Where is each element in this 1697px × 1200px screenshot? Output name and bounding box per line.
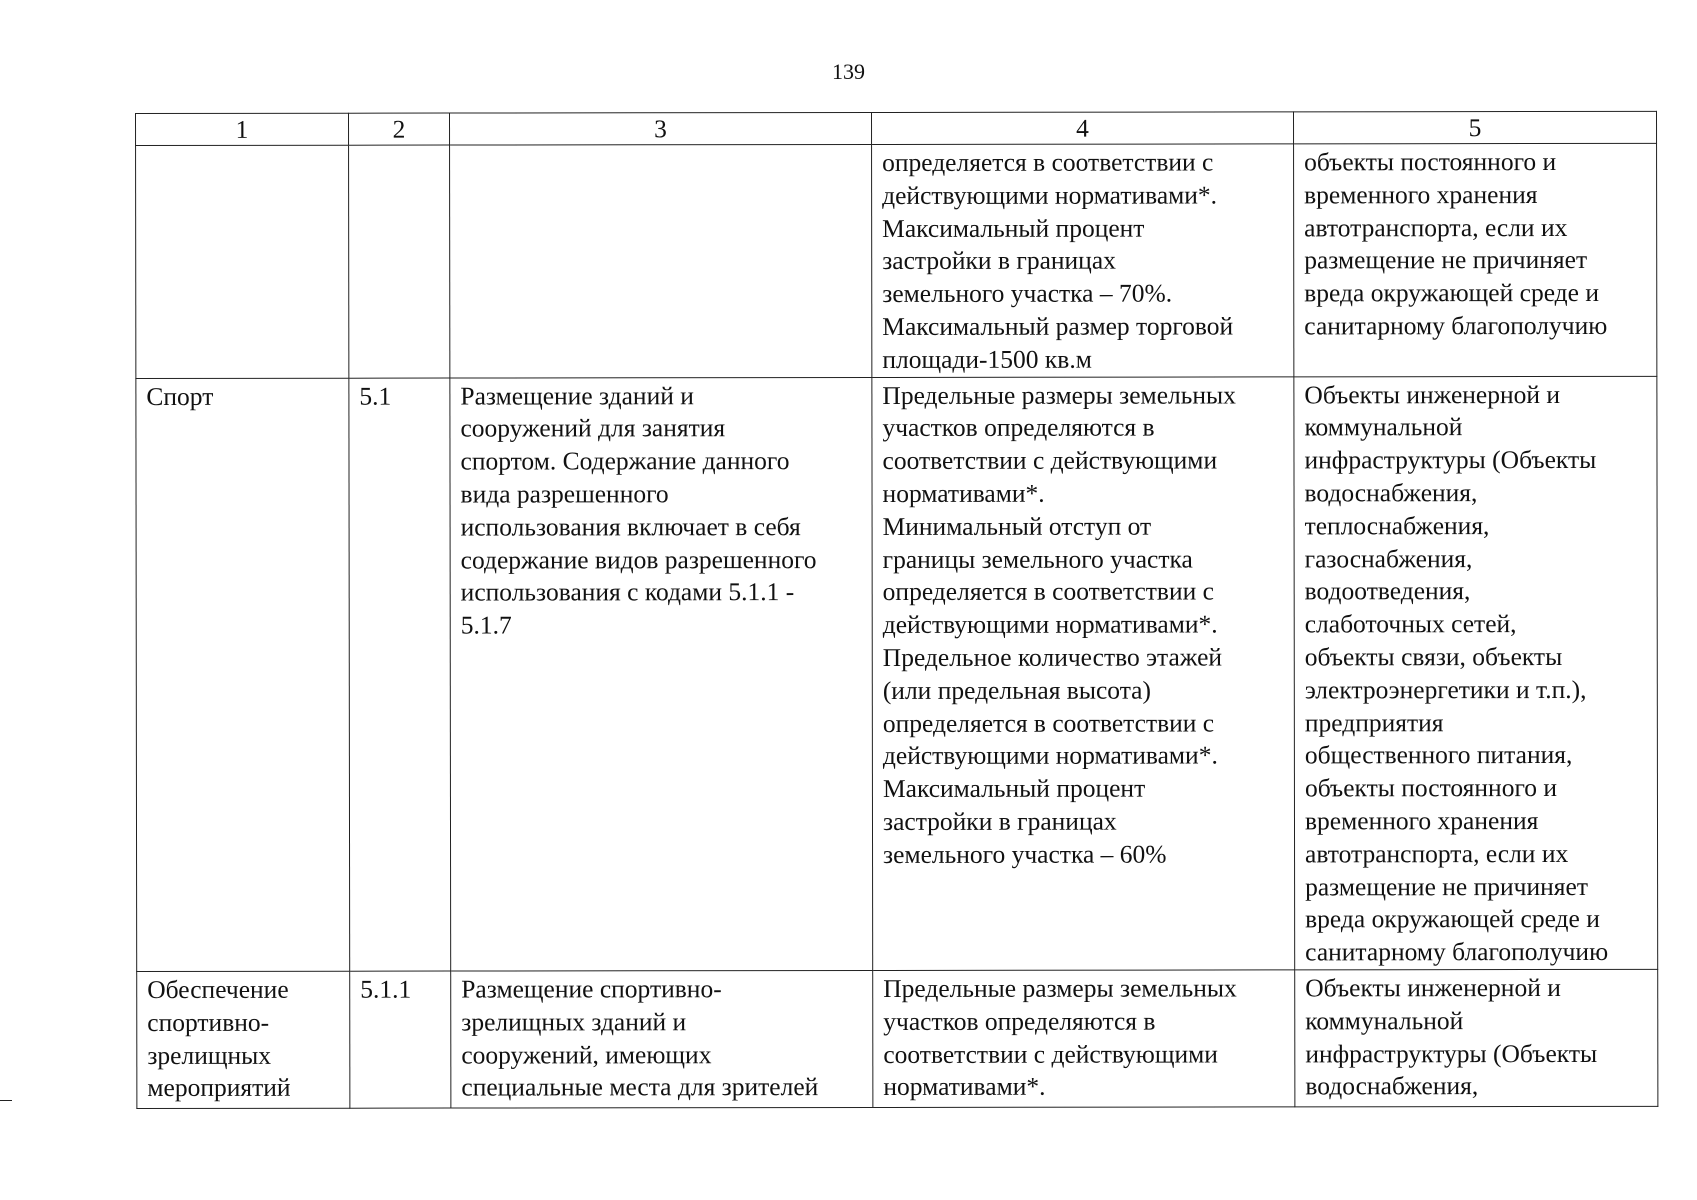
text-line: соответствии с действующими [882, 445, 1218, 476]
column-number: 1 [136, 113, 349, 145]
text-line: временного хранения [1304, 179, 1538, 210]
text-line: общественного питания, [1304, 740, 1573, 770]
text-line: инфраструктуры (Объекты [1305, 1038, 1598, 1068]
text-line: инфраструктуры (Объекты [1304, 445, 1597, 475]
column-number-row [136, 111, 1657, 145]
text-line: площади-1500 кв.м [882, 344, 1092, 374]
text-line: водоснабжения, [1305, 1071, 1479, 1101]
text-line: спортом. Содержание данного [460, 446, 790, 476]
table-row-continuation [136, 143, 1657, 378]
text-line: спортивно- [147, 1007, 270, 1037]
text-line: сооружений для занятия [460, 413, 726, 443]
text-line: Предельные размеры земельных [882, 380, 1236, 410]
text-line: застройки в границах [882, 246, 1116, 276]
text-line: действующими нормативами*. [882, 740, 1218, 771]
use-description-cell [450, 377, 873, 971]
parameters-cell [872, 376, 1295, 970]
text-line: земельного участка – 60% [883, 839, 1167, 869]
margin-tick [0, 1100, 12, 1101]
text-line: застройки в границах [882, 806, 1117, 836]
text-line: 5.1.7 [460, 610, 512, 640]
text-line: Объекты инженерной и [1304, 379, 1561, 409]
table-row-sport [136, 376, 1658, 971]
text-line: действующими нормативами*. [882, 609, 1218, 640]
text-line: коммунальной [1305, 1005, 1464, 1036]
text-line: зрелищных зданий и [461, 1006, 687, 1037]
column-number: 3 [450, 112, 872, 145]
column-number: 5 [1293, 111, 1656, 144]
text-line: вреда окружающей среде и [1305, 904, 1600, 934]
auxiliary-uses-cell [1295, 969, 1658, 1107]
text-line: использования включает в себя [460, 511, 801, 542]
text-line: определяется в соответствии с [882, 708, 1215, 738]
text-line: предприятия [1304, 707, 1444, 737]
page-number: 139 [832, 59, 865, 84]
use-name-cell: Спорт [136, 378, 350, 972]
text-line: участков определяются в [883, 1006, 1156, 1036]
text-line: Максимальный размер торговой [882, 311, 1234, 341]
text-line: Размещение зданий и [460, 380, 694, 411]
text-line: размещение не причиняет [1305, 871, 1588, 901]
text-line: Предельные размеры земельных [883, 973, 1237, 1003]
text-line: действующими нормативами*. [882, 180, 1218, 210]
text-line: объекты связи, объекты [1304, 641, 1563, 672]
text-line: определяется в соответствии с [882, 576, 1214, 607]
text-line: сооружений, имеющих [461, 1039, 712, 1070]
text-line: автотранспорта, если их [1305, 838, 1569, 869]
text-line: зрелищных [147, 1040, 272, 1070]
text-line: границы земельного участка [882, 544, 1193, 574]
text-line: объекты постоянного и [1304, 147, 1557, 177]
parameters-cell [872, 144, 1294, 377]
text-line: использования с кодами 5.1.1 - [460, 577, 795, 607]
text-line: электроэнергетики и т.п.), [1304, 674, 1587, 705]
text-line: соответствии с действующими [883, 1039, 1218, 1069]
text-line: Максимальный процент [882, 773, 1146, 804]
text-line: (или предельная высота) [882, 675, 1151, 705]
text-line: теплоснабжения, [1304, 510, 1490, 541]
text-line: содержание видов разрешенного [460, 544, 817, 575]
text-line: санитарному благополучию [1305, 937, 1609, 967]
use-description-cell [451, 970, 873, 1108]
text-line: Размещение спортивно- [461, 974, 722, 1004]
use-name-cell [137, 971, 350, 1108]
text-line: временного хранения [1304, 805, 1539, 836]
text-line: мероприятий [147, 1073, 291, 1103]
table-row-spectator-events [137, 969, 1658, 1108]
text-line: коммунальной [1304, 412, 1463, 442]
text-line: вреда окружающей среде и [1304, 278, 1600, 308]
column-number: 4 [872, 112, 1294, 145]
text-line: Минимальный отступ от [882, 511, 1152, 541]
text-line: Обеспечение [147, 974, 289, 1004]
land-use-table [135, 111, 1658, 1109]
text-line: Максимальный процент [882, 213, 1145, 243]
text-line: водоснабжения, [1304, 478, 1478, 508]
use-code-cell: 5.1.1 [350, 971, 451, 1108]
text-line: Объекты инженерной и [1305, 972, 1561, 1003]
use-description-cell [450, 144, 872, 377]
column-number: 2 [349, 113, 450, 145]
use-code-cell: 5.1 [349, 378, 451, 971]
text-line: Предельное количество этажей [882, 642, 1223, 672]
text-line: нормативами*. [883, 1072, 1046, 1102]
text-line: водоотведения, [1304, 576, 1471, 606]
text-line: объекты постоянного и [1304, 773, 1558, 803]
text-line: газоснабжения, [1304, 543, 1473, 573]
auxiliary-uses-cell [1294, 376, 1658, 970]
text-line: автотранспорта, если их [1304, 212, 1568, 242]
use-name-cell [136, 145, 349, 378]
text-line: санитарному благополучию [1304, 310, 1608, 341]
text-line: земельного участка – 70%. [882, 278, 1173, 309]
parameters-cell [873, 970, 1295, 1108]
text-line: специальные места для зрителей [461, 1072, 819, 1102]
text-line: размещение не причиняет [1304, 245, 1588, 275]
text-line: вида разрешенного [460, 479, 669, 509]
use-code-cell [349, 145, 450, 378]
text-line: слаботочных сетей, [1304, 609, 1517, 639]
text-line: участков определяются в [882, 412, 1155, 443]
text-line: определяется в соответствии с [882, 147, 1214, 177]
text-line: нормативами*. [882, 478, 1045, 508]
auxiliary-uses-cell [1294, 143, 1657, 376]
